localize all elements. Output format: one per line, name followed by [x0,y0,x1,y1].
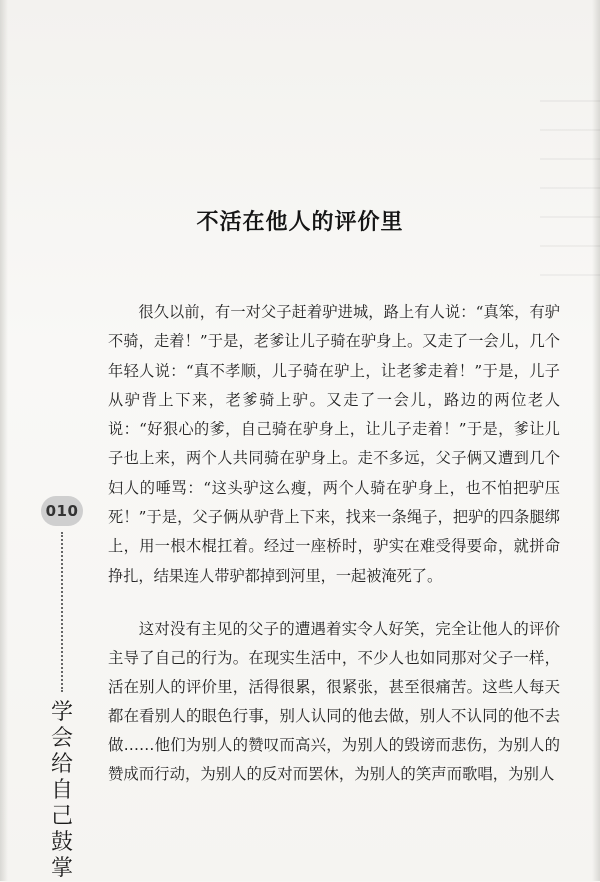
chapter-title: 不活在他人的评价里 [196,209,404,235]
commentary-paragraph: 这对没有主见的父子的遭遇着实令人好笑，完全让他人的评价主导了自己的行为。在现实生活中，不少人也如同那对父子一样，活在别人的评价里，活得很累，很紧张，甚至很痛苦。这些人每天都在看别人的眼色行事，别人认同的他去做，别人不认同的他不去做……他们为别人的赞叹而高兴，为别人的毁谤而悲伤，为别人的赞成而行动，为别人的反对而罢休，为别人的笑声而歌唱，为别人 [108,620,560,783]
running-title-vertical: 学会给自己鼓掌 [50,700,73,881]
story-paragraph: 很久以前，有一对父子赶着驴进城，路上有人说：“真笨，有驴不骑，走着！”于是，老爹让儿子骑在驴身上。又走了一会儿，几个年轻人说：“真不孝顺，儿子骑在驴上，让老爹走着！”于是，儿子从驴背上下来，老爹骑上驴。又走了一会儿，路边的两位老人说：“好狠心的爹，自己骑在驴身上，让儿子走着！”于是，爹让儿子也上来，两个人共同骑在驴身上。走不多远，父子俩又遭到几个妇人的唾骂：“这头驴这么瘦，两个人骑在驴身上，也不怕把驴压死！”于是，父子俩从驴背上下来，找来一条绳子，把驴的四条腿绑上，用一根木棍扛着。经过一座桥时，驴实在难受得要命，就拼命挣扎，结果连人带驴都掉到河里，一起被淹死了。 [108,303,560,585]
page-shadow-left [0,0,8,881]
page-number-badge: 010 [41,496,83,526]
bleed-through-text [540,100,600,300]
dotted-divider [61,532,63,692]
